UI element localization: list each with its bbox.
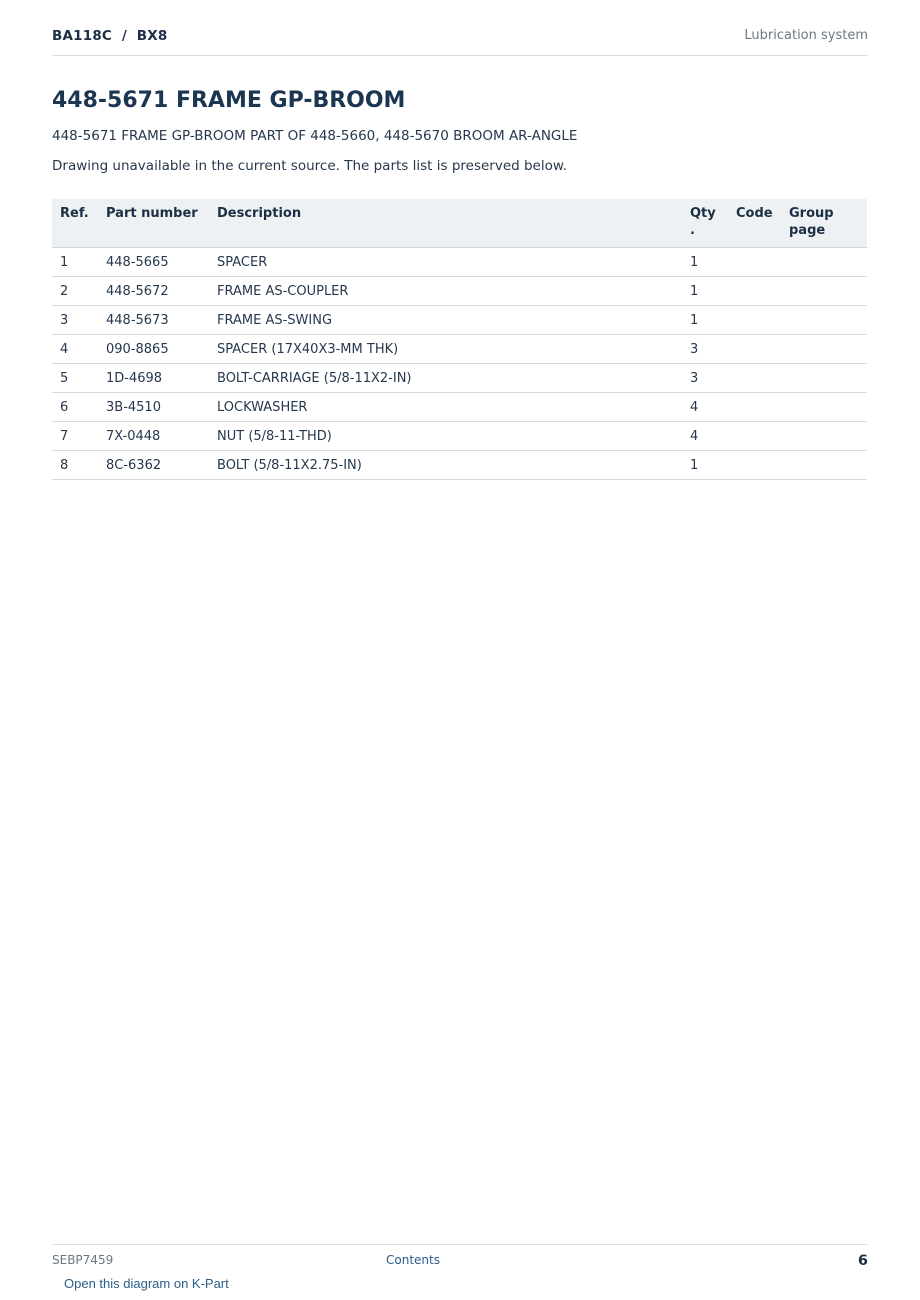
cell-description: NUT (5/8-11-THD)	[209, 422, 682, 451]
cell-group-page	[781, 422, 867, 451]
cell-code	[728, 277, 781, 306]
cell-description: FRAME AS-SWING	[209, 306, 682, 335]
cell-group-page	[781, 248, 867, 277]
cell-group-page	[781, 451, 867, 480]
cell-group-page	[781, 306, 867, 335]
cell-description: SPACER (17X40X3-MM THK)	[209, 335, 682, 364]
cell-code	[728, 451, 781, 480]
cell-qty: 1	[682, 248, 728, 277]
page-header	[52, 28, 868, 56]
cell-part-number: 3B-4510	[98, 393, 209, 422]
table-row	[52, 306, 867, 335]
cell-group-page	[781, 277, 867, 306]
page-footer	[52, 1244, 868, 1271]
cell-part-number: 7X-0448	[98, 422, 209, 451]
cell-group-page	[781, 393, 867, 422]
table-row	[52, 248, 867, 277]
col-header-description: Description	[209, 199, 682, 248]
cell-description: LOCKWASHER	[209, 393, 682, 422]
cell-qty: 4	[682, 393, 728, 422]
table-row	[52, 335, 867, 364]
col-header-part-number: Part number	[98, 199, 209, 248]
cell-qty: 3	[682, 364, 728, 393]
cell-group-page	[781, 335, 867, 364]
cell-code	[728, 422, 781, 451]
cell-part-number: 448-5665	[98, 248, 209, 277]
cell-ref: 6	[52, 393, 98, 422]
table-row	[52, 277, 867, 306]
page-title: 448-5671 FRAME GP-BROOM	[52, 88, 406, 113]
open-kpart-link[interactable]: Open this diagram on K-Part	[64, 1276, 229, 1291]
doc-id: SEBP7459	[52, 1253, 114, 1267]
cell-part-number: 448-5673	[98, 306, 209, 335]
cell-qty: 1	[682, 306, 728, 335]
cell-part-number: 1D-4698	[98, 364, 209, 393]
cell-code	[728, 393, 781, 422]
page-number: 6	[857, 1253, 868, 1269]
contents-link[interactable]: Contents	[386, 1253, 440, 1267]
col-header-qty: Qty .	[682, 199, 728, 248]
cell-code	[728, 306, 781, 335]
cell-code	[728, 335, 781, 364]
section-label: Lubrication system	[744, 28, 868, 43]
table-header-row	[52, 199, 867, 248]
cell-code	[728, 364, 781, 393]
cell-description: BOLT-CARRIAGE (5/8-11X2-IN)	[209, 364, 682, 393]
cell-qty: 1	[682, 277, 728, 306]
parts-table	[52, 199, 867, 480]
model-label: BA118C / BX8	[52, 28, 168, 44]
table-row	[52, 451, 867, 480]
cell-ref: 1	[52, 248, 98, 277]
cell-description: SPACER	[209, 248, 682, 277]
table-row	[52, 393, 867, 422]
col-header-group-page: Group page	[781, 199, 867, 248]
col-header-ref: Ref.	[52, 199, 98, 248]
cell-qty: 1	[682, 451, 728, 480]
page-subtitle: 448-5671 FRAME GP-BROOM PART OF 448-5660, 448-5670 BROOM AR-ANGLE	[52, 128, 578, 144]
cell-description: BOLT (5/8-11X2.75-IN)	[209, 451, 682, 480]
cell-ref: 5	[52, 364, 98, 393]
cell-part-number: 090-8865	[98, 335, 209, 364]
cell-part-number: 448-5672	[98, 277, 209, 306]
cell-part-number: 8C-6362	[98, 451, 209, 480]
cell-code	[728, 248, 781, 277]
cell-description: FRAME AS-COUPLER	[209, 277, 682, 306]
cell-qty: 3	[682, 335, 728, 364]
cell-ref: 3	[52, 306, 98, 335]
table-row	[52, 364, 867, 393]
col-header-code: Code	[728, 199, 781, 248]
table-row	[52, 422, 867, 451]
cell-ref: 2	[52, 277, 98, 306]
cell-ref: 4	[52, 335, 98, 364]
cell-ref: 7	[52, 422, 98, 451]
cell-qty: 4	[682, 422, 728, 451]
cell-ref: 8	[52, 451, 98, 480]
cell-group-page	[781, 364, 867, 393]
drawing-note: Drawing unavailable in the current source. The parts list is preserved below.	[52, 158, 567, 174]
